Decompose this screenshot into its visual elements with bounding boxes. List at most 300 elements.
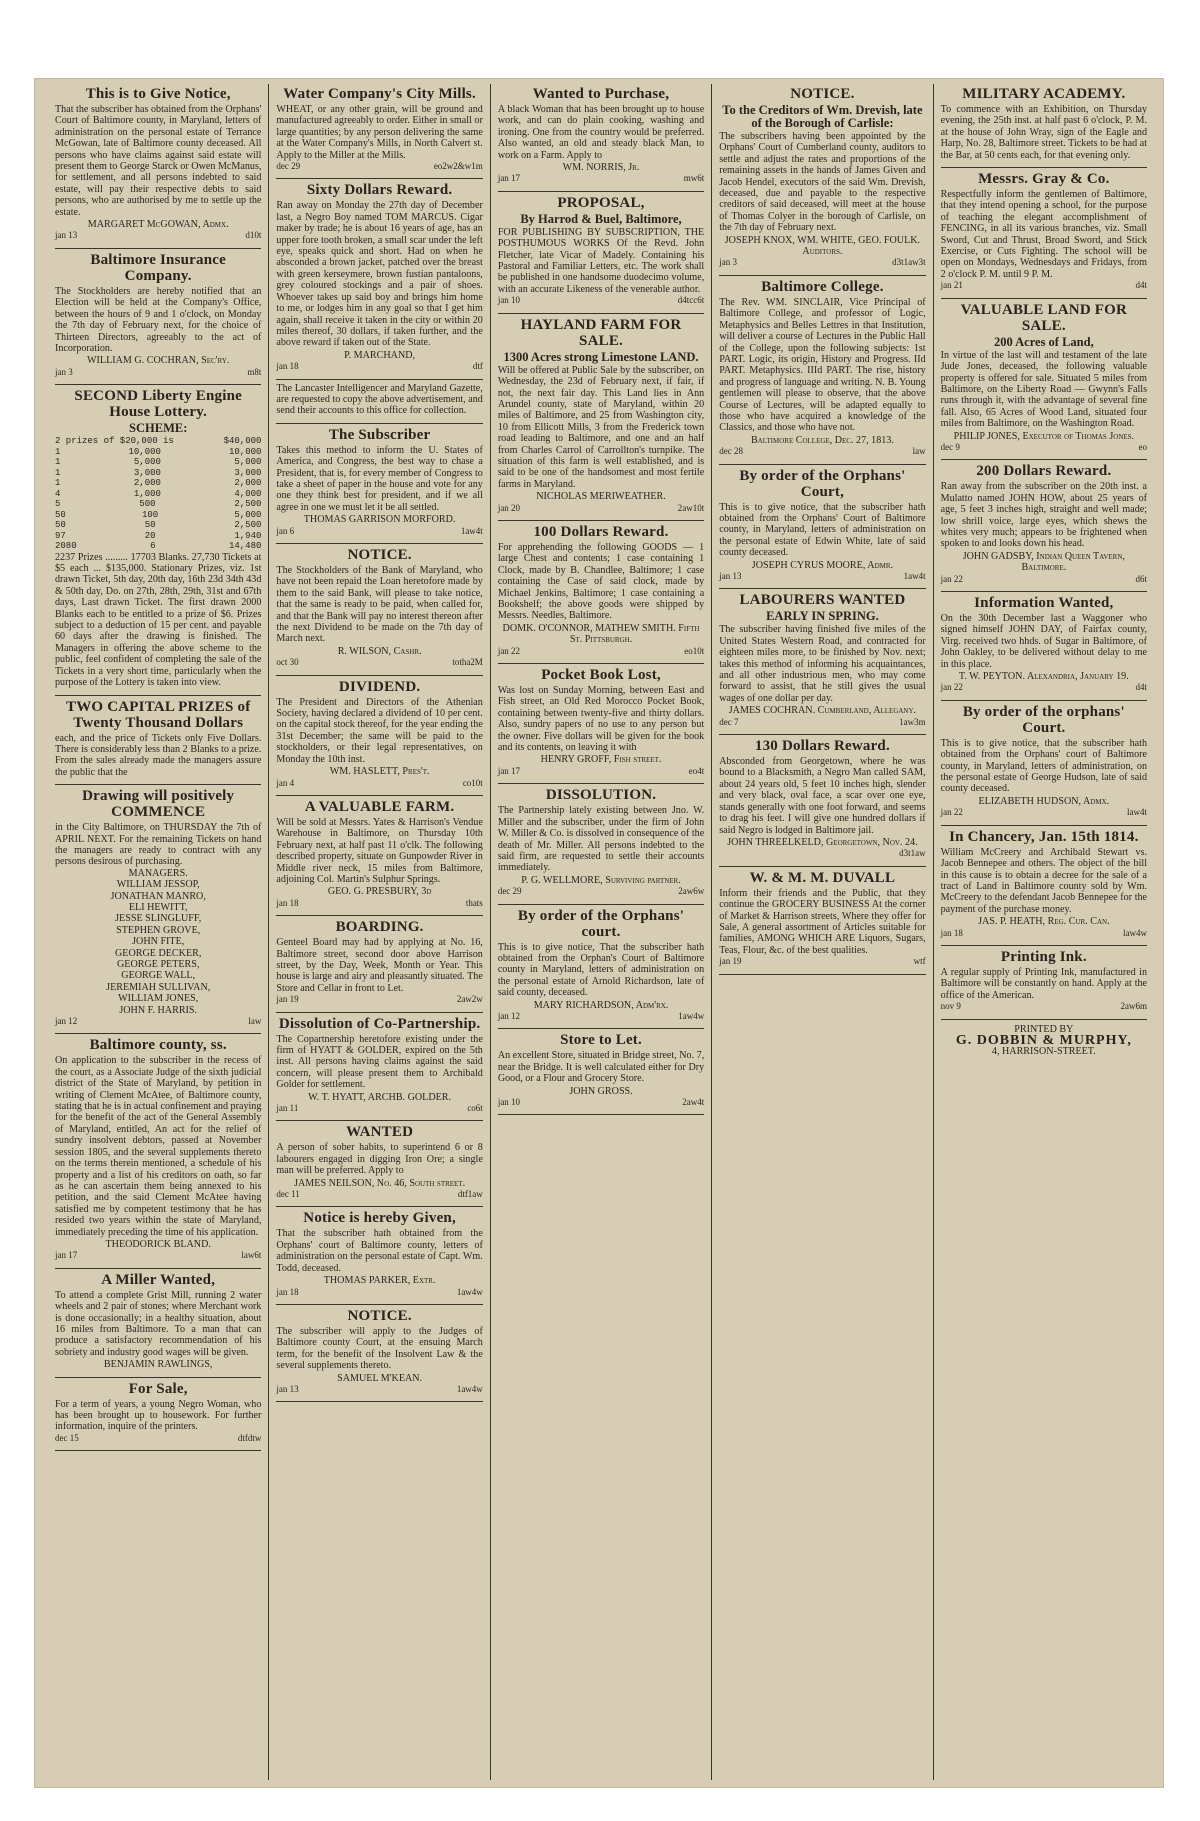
- ad-date-code: [941, 682, 1147, 693]
- ad-title: A VALUABLE FARM.: [304, 798, 455, 815]
- scheme-cell: 50: [55, 509, 66, 520]
- scheme-row: [55, 478, 261, 489]
- advertisement: [276, 182, 482, 372]
- column-5: [934, 84, 1154, 1780]
- advertisement: [55, 1272, 261, 1371]
- printer-name: G. DOBBIN & MURPHY,: [955, 1032, 1132, 1048]
- ad-title: A Miller Wanted,: [101, 1271, 216, 1288]
- ad-date-code: [719, 571, 925, 582]
- ad-title: 130 Dollars Reward.: [754, 738, 890, 755]
- divider: [55, 784, 261, 785]
- ad-title: This is to Give Notice,: [85, 86, 231, 102]
- ad-body: This is to give notice, that the subscriber hath obtained from the Orphans' court of Baltimore county, in Maryland, letters of administration, on the personal estate of George Hudson, late of said county deceased.: [940, 737, 1148, 795]
- ad-code: law4w: [1123, 927, 1148, 938]
- ad-date: nov 9: [940, 1001, 961, 1012]
- ad-signature: THEODORICK BLAND.: [105, 1238, 211, 1250]
- ad-signature: JOSEPH CYRUS MOORE, Admr.: [751, 559, 894, 571]
- ad-date-code: [276, 1189, 482, 1200]
- ad-code: d4t: [1135, 280, 1148, 291]
- divider: [498, 783, 704, 784]
- advertisement: [55, 388, 261, 688]
- ad-date: jan 18: [276, 897, 299, 908]
- divider: [55, 1033, 261, 1034]
- advertisement: [55, 1381, 261, 1445]
- ad-title: The Subscriber: [328, 426, 431, 443]
- ad-signature: DOMK. O'CONNOR, MATHEW SMITH. Fifth St. Pittsburgh.: [502, 622, 700, 646]
- ad-date-code: [276, 898, 482, 909]
- ad-subtitle: To the Creditors of Wm. Drevish, late of the Borough of Carlisle:: [722, 103, 923, 130]
- ad-body: On the 30th December last a Waggoner who signed himself JOHN DAY, of Fairfax county, Virg. received two hhds. of Sugar in Baltimore, of John Oakley, to be delivered without delay to me in this place.: [940, 613, 1148, 670]
- ad-title: Dissolution of Co-Partnership.: [278, 1015, 481, 1032]
- ad-body: Genteel Board may had by applying at No. 16, Baltimore street, second door above Harrison street, by the Day, Week, Month or Year. This house is large and airy and pleasantly situated. The Store and Cellar in front to Let.: [276, 937, 483, 994]
- ad-date-code: [941, 1001, 1147, 1012]
- ad-signature: P. MARCHAND,: [344, 349, 416, 361]
- ad-subtitle: SCHEME:: [129, 421, 188, 436]
- divider: [55, 1268, 261, 1269]
- ad-date-code: [276, 161, 482, 172]
- ad-date-code: [498, 646, 704, 657]
- divider: [276, 1304, 482, 1305]
- ad-body: To attend a complete Grist Mill, running 2 water wheels and 2 pair of stones; where Merchant work is done occasionally; in a healthy situation, about 16 miles from Baltimore. To a man that can produce a satisfactory recommendation of his sobriety and industry good wages will be given.: [55, 1289, 262, 1358]
- ad-code: eo: [1138, 441, 1148, 452]
- ad-code: dtfdtw: [237, 1432, 262, 1443]
- divider: [276, 915, 482, 916]
- ad-code: law: [912, 446, 926, 457]
- scheme-cell: 14,480: [228, 541, 262, 552]
- ad-code: 1aw4t: [903, 571, 926, 581]
- ad-date: dec 7: [719, 716, 739, 727]
- ad-code: dtf: [472, 361, 483, 372]
- scheme-cell: 50: [55, 520, 66, 531]
- ad-title: Information Wanted,: [974, 595, 1114, 611]
- manager-name: MANAGERS.: [128, 867, 188, 879]
- ad-date: jan 19: [719, 956, 742, 967]
- divider: [55, 1377, 261, 1378]
- advertisement: [276, 86, 482, 172]
- scheme-cell: 5,000: [133, 457, 161, 468]
- ad-body: William McCreery and Archibald Stewart vs. Jacob Bennepee and others. The object of the bill in this cause is to obtain a decree for the sale of a tract of Land in Baltimore county sold by Wm. McCreery to the defendant Jacob Bennepee for the payment of the purchase money.: [940, 846, 1148, 915]
- ad-code: co6t: [467, 1103, 483, 1114]
- ad-title: Notice is hereby Given,: [303, 1210, 456, 1227]
- divider: [55, 695, 261, 696]
- ad-body: The Stockholders of the Bank of Maryland, who have not been repaid the Loan heretofore made by them to the said Bank, will please to take notice, that the same is ready to be paid, when called for, and that the Bank will pay no interest thereon after the next Dividend to be made on the 7th day of March next.: [276, 565, 483, 645]
- advertisement: [498, 667, 704, 777]
- ad-body: The Partnership lately existing between Jno. W. Miller and the subscriber, under the firm of John W. Miller & Co. is dissolved in consequence of the death of Mr. Miller. All persons indebted to the said firm, are requested to settle their accounts immediately.: [497, 805, 705, 874]
- ad-signature: HENRY GROFF, Fish street.: [540, 754, 662, 766]
- ad-title: Sixty Dollars Reward.: [306, 182, 453, 199]
- ad-date-code: [941, 574, 1147, 585]
- ad-body: The Stockholders are hereby notified that an Election will be held at the Company's Office, between the hours of 9 and 1 o'clock, on Monday the 7th day of February next, for the choice of Thirteen Directors, agreeably to the act of Incorporation.: [55, 285, 262, 354]
- divider: [276, 543, 482, 544]
- divider: [498, 1028, 704, 1029]
- scheme-cell: 2,500: [234, 499, 262, 510]
- ad-date: jan 10: [497, 1097, 521, 1107]
- advertisement: [276, 1124, 482, 1200]
- ad-code: 2aw6m: [1120, 1001, 1148, 1012]
- ad-signature: JAS. P. HEATH, Reg. Cur. Can.: [978, 916, 1110, 928]
- ad-body: On application to the subscriber in the recess of the court, as a Associate Judge of the sixth judicial district of the State of Maryland, by petition in writing of Clement McAtee, of Baltimore county, stating that he is in actual confinement and praying for the benefit of the act of the General Assembly of Maryland, entitled, An act for the relief of sundry insolvent debtors, passed at November session 1805, and the several supplements thereto on the terms therein mentioned, a schedule of his property and a list of his creditors on oath, so far as he can ascertain them being annexed to his petition, and the said Clement McAtee having satisfied me by competent testimony that he has resided two years within the state of Maryland, immediately preceding the time of his application.: [55, 1055, 262, 1238]
- ad-date: jan 13: [55, 230, 78, 241]
- scheme-cell: 2080: [55, 541, 77, 552]
- ad-title: NOTICE.: [347, 1307, 412, 1324]
- scheme-cell: 1,940: [234, 530, 262, 541]
- ad-signature: R. WILSON, Cashr.: [337, 645, 422, 657]
- ad-signature: THOMAS GARRISON MORFORD.: [303, 514, 456, 526]
- ad-code: m8t: [247, 366, 262, 377]
- divider: [719, 866, 925, 867]
- advertisement: [498, 86, 704, 185]
- ad-signature: NICHOLAS MERIWEATHER.: [536, 491, 666, 503]
- ad-date-code: [498, 766, 704, 777]
- ad-signature: T. W. PEYTON. Alexandria, January 19.: [958, 671, 1129, 683]
- advertisement: [941, 302, 1147, 454]
- scheme-row: [55, 468, 261, 479]
- ad-signature: WM. NORRIS, Jr.: [562, 162, 640, 174]
- ad-title: BOARDING.: [335, 919, 424, 936]
- divider: [719, 464, 925, 465]
- manager-name: GEORGE DECKER,: [115, 947, 202, 959]
- ad-date: jan 18: [276, 1286, 299, 1297]
- advertisement: [941, 463, 1147, 585]
- ad-code: 1aw4t: [460, 525, 483, 536]
- ad-date-code: [276, 1287, 482, 1298]
- divider: [276, 1012, 482, 1013]
- ad-body: A regular supply of Printing Ink, manufactured in Baltimore will be constantly on hand. Apply at the office of the American.: [940, 966, 1148, 1001]
- divider: [498, 904, 704, 905]
- ad-title: For Sale,: [128, 1380, 188, 1397]
- divider: [498, 520, 704, 521]
- advertisement: [498, 908, 704, 1023]
- divider: [941, 700, 1147, 701]
- ad-code: d3t1aw: [899, 848, 926, 859]
- ad-code: d4t: [1135, 682, 1148, 693]
- ad-body: This is to give notice, that the subscriber hath obtained from the Orphans' Court of Baltimore county, in Maryland, letters of administration on the personal estate of Edwin White, late of said county deceased.: [719, 501, 926, 559]
- scheme-cell: 3,000: [234, 467, 262, 478]
- ad-code: d10t: [245, 230, 262, 241]
- ad-body: 2237 Prizes ......... 17703 Blanks. 27,730 Tickets at $5 each ... $135,000. Stationary Prizes, viz. 1st drawn Ticket, 5th day, 20th day, 16th 23d 34th 43d & 50th day, Do. on 27th, 28th, 29th, 31st and 67th days, Last drawn Ticket. The first drawn 2000 Blanks each to be entitled to a prize of $6. Prizes subject to a deduction of 15 per cent. and payable 60 days after the drawing is finished. The Managers in offering the above scheme to the public, feel confident of completing the sale of the Tickets in a very short time, particularly when the purpose of the Lottery is taken into view.: [55, 551, 262, 689]
- ad-date: jan 13: [719, 571, 742, 581]
- ad-date: jan 18: [940, 927, 963, 938]
- ad-title: LABOURERS WANTED: [739, 592, 906, 609]
- manager-name: JESSE SLINGLUFF,: [115, 913, 202, 925]
- ad-title: HAYLAND FARM FOR SALE.: [520, 316, 682, 349]
- ad-date-code: [55, 1016, 261, 1027]
- ad-date-code: [498, 1011, 704, 1022]
- ad-date-code: [276, 778, 482, 789]
- ad-title: Baltimore county, ss.: [89, 1037, 227, 1054]
- ad-title: 100 Dollars Reward.: [533, 523, 669, 540]
- divider: [55, 248, 261, 249]
- scheme-row: [55, 541, 261, 552]
- ad-code: law: [248, 1016, 262, 1027]
- scheme-row: [55, 447, 261, 458]
- ad-date-code: [55, 1433, 261, 1444]
- scheme-row: [55, 510, 261, 521]
- divider: [276, 1206, 482, 1207]
- ad-signature: WM. HASLETT, Pres't.: [329, 766, 430, 778]
- ad-date: jan 12: [497, 1010, 521, 1021]
- ad-date: dec 29: [497, 886, 522, 897]
- printed-label: PRINTED BY: [1014, 1023, 1074, 1035]
- ad-body: The subscriber having finished five miles of the United States Western Road, and contracted for eighteen miles more, to be finished by Nov. next; takes this method of informing his acquaintances, and all other industrious men, who may come forward to assist, that he still gives the usual wages of one dollar per day.: [719, 624, 926, 704]
- ad-title: Messrs. Gray & Co.: [978, 171, 1110, 188]
- ad-subtitle: 1300 Acres strong Limestone LAND.: [503, 349, 699, 364]
- column-2: [269, 84, 490, 1780]
- scheme-row: [55, 499, 261, 510]
- scheme-row: [55, 489, 261, 500]
- ad-date: jan 22: [940, 682, 963, 693]
- ad-body: Absconded from Georgetown, where he was bound to a Blacksmith, a Negro Man called SAM, about 24 years old, 5 feet 10 inches high, slender and very black, oval face, a scar over one eye, stands generally with one foot forward, and seems to drag his feet. I will give one hundred dollars if said Negro is lodged in Baltimore jail.: [719, 756, 926, 836]
- scheme-cell: 97: [55, 530, 66, 541]
- column-4: [712, 84, 933, 1780]
- manager-name: JOHN FITE,: [132, 936, 185, 948]
- ad-date-code: [276, 994, 482, 1005]
- ad-date: dec 9: [940, 441, 960, 452]
- scheme-cell: 2 prizes of $20,000 is: [55, 436, 174, 447]
- scheme-cell: 2,000: [133, 478, 161, 489]
- ad-code: wtf: [913, 956, 926, 967]
- ad-title: SECOND Liberty Engine House Lottery.: [74, 388, 242, 421]
- ad-date-code: [941, 928, 1147, 939]
- ad-title: By order of the orphans' Court.: [962, 703, 1125, 736]
- ad-date: jan 21: [940, 280, 963, 291]
- divider: [719, 588, 925, 589]
- lottery-scheme: [55, 436, 261, 552]
- advertisement: [941, 829, 1147, 939]
- advertisement: [719, 468, 925, 583]
- ad-title: TWO CAPITAL PRIZES of Twenty Thousand Dollars: [66, 698, 251, 731]
- scheme-row: [55, 531, 261, 542]
- advertisement: [941, 86, 1147, 161]
- ad-date-code: [498, 503, 704, 514]
- advertisement: [276, 1016, 482, 1115]
- ad-date-code: [55, 1250, 261, 1261]
- ad-signature: JOSEPH KNOX, WM. WHITE, GEO. FOULK. Auditors.: [724, 234, 921, 258]
- ad-code: d6t: [1135, 573, 1148, 584]
- advertisement: [276, 1210, 482, 1297]
- manager-name: GEORGE PETERS,: [116, 959, 200, 970]
- ad-title: In Chancery, Jan. 15th 1814.: [949, 828, 1139, 845]
- ad-title: By order of the Orphans' Court,: [739, 467, 906, 500]
- ad-date: jan 22: [497, 645, 521, 656]
- scheme-cell: 6: [150, 541, 156, 552]
- printer-imprint: [941, 1024, 1147, 1058]
- printer-address: 4, HARRISON-STREET.: [991, 1046, 1096, 1058]
- ad-title: 200 Dollars Reward.: [976, 463, 1112, 480]
- ad-date-code: [276, 657, 482, 668]
- advertisement: [498, 524, 704, 657]
- ad-title: NOTICE.: [347, 547, 412, 563]
- ad-body: The Copartnership heretofore existing under the firm of HYATT & GOLDER, expired on the 5th inst. All persons having claims against the said concern, will please present them to Archibald Golder for settlement.: [276, 1033, 483, 1091]
- ad-date-code: [941, 442, 1147, 453]
- advertisement: [276, 383, 482, 417]
- ad-title: Pocket Book Lost,: [541, 667, 661, 684]
- advertisement: [498, 787, 704, 897]
- ad-body: WHEAT, or any other grain, will be ground and manufactured agreeably to order. Either in small or large quantities; by any person delivering the same at the Water Company's Mills, in North Calvert st. Apply to the Miller at the Mills.: [276, 104, 483, 161]
- ad-code: eo4t: [688, 765, 705, 776]
- ad-signature: MARY RICHARDSON, Adm'rx.: [533, 999, 669, 1011]
- managers-list: [55, 868, 261, 1016]
- scheme-cell: 5: [55, 499, 61, 510]
- advertisement: [276, 799, 482, 909]
- scheme-cell: $40,000: [223, 436, 262, 447]
- ad-body: That the subscriber hath obtained from the Orphans' court of Baltimore county, letters of administration on the personal estate of Capt. Wm. Todd, deceased.: [276, 1228, 483, 1274]
- divider: [941, 591, 1147, 592]
- divider: [498, 191, 704, 192]
- ad-body: The President and Directors of the Athenian Society, having declared a dividend of 10 per cent. on the capital stock thereof, for the year ending the 31st December; the same will be paid to the stockholders, or their legal representatives, on Monday the 10th inst.: [276, 696, 483, 765]
- scheme-cell: 500: [139, 499, 156, 510]
- advertisement: [941, 949, 1147, 1013]
- scheme-cell: 2,000: [234, 478, 262, 489]
- ad-date: dec 29: [276, 161, 301, 172]
- ad-date-code: [498, 173, 704, 184]
- ad-body: Ran away from the subscriber on the 20th inst. a Mulatto named JOHN HOW, about 25 years of age, 5 feet 3 inches high, straight and well made; low shrill voice, large eyes, which shews the whites very much; appears to be frightened when spoken to and looks down his head.: [940, 481, 1148, 550]
- manager-name: JOHN F. HARRIS.: [119, 1004, 198, 1016]
- ad-signature: JOHN GADSBY, Indian Queen Tavern, Baltimore.: [962, 550, 1125, 574]
- divider: [941, 945, 1147, 946]
- divider: [719, 734, 925, 735]
- ad-code: eo2w2&w1m: [433, 161, 483, 172]
- ad-date-code: [719, 717, 925, 728]
- ad-signature: BENJAMIN RAWLINGS,: [103, 1359, 213, 1371]
- ad-code: 2aw2w: [456, 994, 483, 1005]
- ad-title: MILITARY ACADEMY.: [962, 86, 1126, 102]
- ad-date: jan 12: [55, 1016, 78, 1027]
- ad-title: Wanted to Purchase,: [532, 86, 670, 102]
- ad-subtitle: EARLY IN SPRING.: [766, 609, 879, 624]
- ad-title: Drawing will positively COMMENCE: [82, 788, 235, 821]
- scheme-cell: 4,000: [234, 488, 262, 499]
- scheme-cell: 10,000: [229, 446, 262, 457]
- manager-name: WILLIAM JONES,: [118, 993, 199, 1005]
- ad-date-code: [498, 1097, 704, 1108]
- scheme-cell: 10,000: [128, 446, 161, 457]
- scheme-cell: 1: [55, 457, 61, 468]
- ad-code: eo10t: [684, 645, 705, 656]
- advertisement: [498, 1032, 704, 1108]
- ad-date-code: [276, 1384, 482, 1395]
- scheme-cell: 5,000: [234, 509, 262, 520]
- scheme-cell: 3,000: [133, 467, 161, 478]
- ad-date: dec 11: [276, 1189, 300, 1200]
- ad-signature: Baltimore College, Dec. 27, 1813.: [750, 434, 894, 446]
- ad-date: jan 6: [276, 525, 295, 536]
- advertisement: [719, 279, 925, 458]
- ad-date-code: [719, 956, 925, 967]
- ad-date: jan 22: [940, 573, 963, 584]
- divider: [276, 423, 482, 424]
- advertisement: [719, 738, 925, 860]
- ad-code: 2aw4t: [682, 1097, 705, 1107]
- ad-body: Will be offered at Public Sale by the subscriber, on Wednesday, the 23d of February next, if fair, if not, the next fair day. This Land lies in Ann Arundel county, state of Maryland, within 20 miles of Baltimore, and 25 from Washington city, 10 from Ellicott Mills, 3 from the Frederick town road leading to Baltimore, and one and an half from Charles Carrol of Carrollton's turnpike. The situation of this farm is well established, and is said to be one of the handsomest and most fertile farms in Maryland.: [497, 364, 705, 490]
- divider: [276, 675, 482, 676]
- ad-date: jan 17: [497, 173, 521, 184]
- ad-date: jan 20: [497, 502, 521, 513]
- ad-code: law6t: [241, 1250, 262, 1261]
- ad-title: Printing Ink.: [1000, 948, 1087, 965]
- ad-title: VALUABLE LAND FOR SALE.: [960, 301, 1128, 334]
- ad-date-code: [276, 526, 482, 537]
- ad-body: To commence with an Exhibition, on Thursday evening, the 25th inst. at half past 6 o'clock, P. M. at the house of John Wray, sign of the Eagle and Harp, No. 28, Baltimore street. Tickets to be had at the Bar, at 50 cents each, for that evening only.: [940, 104, 1148, 161]
- ad-body: For a term of years, a young Negro Woman, who has been brought up to housework. For further information, inquire of the printers.: [55, 1398, 262, 1433]
- scheme-cell: 1: [55, 446, 61, 457]
- scheme-cell: 5,000: [234, 457, 262, 468]
- divider: [941, 298, 1147, 299]
- advertisement: [55, 86, 261, 242]
- ad-date: jan 18: [276, 361, 299, 372]
- ad-code: mw6t: [683, 173, 705, 184]
- ad-code: 2aw6w: [678, 886, 705, 897]
- ad-date: jan 17: [55, 1250, 78, 1261]
- advertisement: [276, 427, 482, 537]
- ad-date: jan 4: [276, 777, 295, 788]
- divider: [55, 384, 261, 385]
- ad-signature: JOHN THREELKELD, Georgetown, Nov. 24.: [727, 836, 918, 848]
- ad-body: In virtue of the last will and testament of the late Jude Jones, deceased, the following valuable property is offered for sale. Situated 5 miles from Baltimore, on the Liberty Road — Gwynn's Falls runs through it, with the advantage of several fine fall. Also, 65 Acres of Wood Land, situated four miles from Baltimore, on the Washington Road.: [940, 349, 1148, 430]
- manager-name: JEREMIAH SULLIVAN,: [106, 981, 211, 993]
- divider: [719, 974, 925, 975]
- divider: [941, 459, 1147, 460]
- ad-title: Baltimore Insurance Company.: [90, 251, 226, 284]
- ad-signature: JAMES NEILSON, No. 46, South street.: [294, 1177, 466, 1189]
- ad-body: Takes this method to inform the U. States of America, and Congress, the best way to chase a President, that is, for every member of Congress to take a sheet of paper in the house and vote for any one they think best for president, and if we all agree in one we must let it be all settled.: [276, 444, 483, 513]
- divider: [55, 1450, 261, 1451]
- ad-subtitle: 200 Acres of Land,: [993, 334, 1094, 349]
- advertisement: [276, 547, 482, 669]
- ad-date-code: [719, 848, 925, 859]
- scheme-row: [55, 436, 261, 447]
- ad-signature: THOMAS PARKER, Extr.: [323, 1275, 436, 1287]
- ad-signature: W. T. HYATT, ARCHB. GOLDER.: [308, 1091, 452, 1103]
- ad-body: The subscribers having been appointed by the Orphans' Court of Cumberland county, auditors to settle and adjust the rates and proportions of the remaining assets in the hands of James Given and Jacob Hendel, executors of the said Wm. Drevish, deceased, due and payable to the respective creditors of said deceased, will meet at the house of Thomas Colyer in the borough of Carlisle, on the 7th day of February next.: [719, 131, 926, 234]
- scheme-row: [55, 520, 261, 531]
- divider: [498, 313, 704, 314]
- advertisement: [719, 870, 925, 968]
- ad-body: That the subscriber has obtained from the Orphans' Court of Baltimore county, in Maryland, letters of administration on the personal estate of Terrance McGowan, late of Baltimore county deceased. All persons who have claims against said estate will present them to George Starck or Owen McManus, for settlement, and all persons indebted to said estate, will pay their respective debts to said persons, who are authorised by me to settle up the estate.: [55, 104, 262, 218]
- ad-date: jan 3: [55, 366, 73, 377]
- advertisement: [276, 919, 482, 1005]
- ad-date: jan 17: [497, 765, 521, 776]
- advertisement: [941, 704, 1147, 819]
- ad-code: thats: [465, 897, 483, 908]
- divider: [941, 1019, 1147, 1020]
- scheme-row: [55, 457, 261, 468]
- ad-body: A black Woman that has been brought up to house work, and can do plain cooking, washing and ironing. One from the country would be preferred. Also wanted, an old and steady black Man, to work on a Farm. Apply to: [497, 104, 705, 161]
- divider: [276, 178, 482, 179]
- newspaper-page: [34, 78, 1164, 1788]
- advertisement: [941, 171, 1147, 292]
- ad-title: Water Company's City Mills.: [283, 86, 476, 102]
- ad-date-code: [55, 230, 261, 241]
- scheme-cell: 20: [144, 530, 156, 541]
- ad-date-code: [276, 1103, 482, 1114]
- ad-date-code: [498, 295, 704, 306]
- scheme-cell: 1: [55, 478, 61, 489]
- ad-body: For apprehending the following GOODS — 1 large Chest and contents; 1 case containing 1 Clock, made by B. Chandlee, Baltimore; 1 case containing the Case of said clock, made by Michael Jenkins, Baltimore; 1 case containing a Bookshelf; the above goods were shipped by Messrs. Needles, Baltimore.: [497, 541, 705, 622]
- ad-body: each, and the price of Tickets only Five Dollars. There is considerably less than 2 Blanks to a prize. From the sales already made the managers assure the public that the: [55, 732, 262, 778]
- advertisement: [55, 699, 261, 779]
- advertisement: [55, 788, 261, 1027]
- ad-signature: P. G. WELLMORE, Surviving partner.: [521, 874, 681, 886]
- ad-title: WANTED: [346, 1124, 414, 1141]
- column-3: [491, 84, 712, 1780]
- ad-code: totha2M: [452, 657, 483, 668]
- ad-date: jan 11: [276, 1103, 299, 1114]
- column-1: [48, 84, 269, 1780]
- ad-date: oct 30: [276, 657, 299, 668]
- ad-code: law4t: [1127, 807, 1148, 818]
- advertisement: [276, 1308, 482, 1395]
